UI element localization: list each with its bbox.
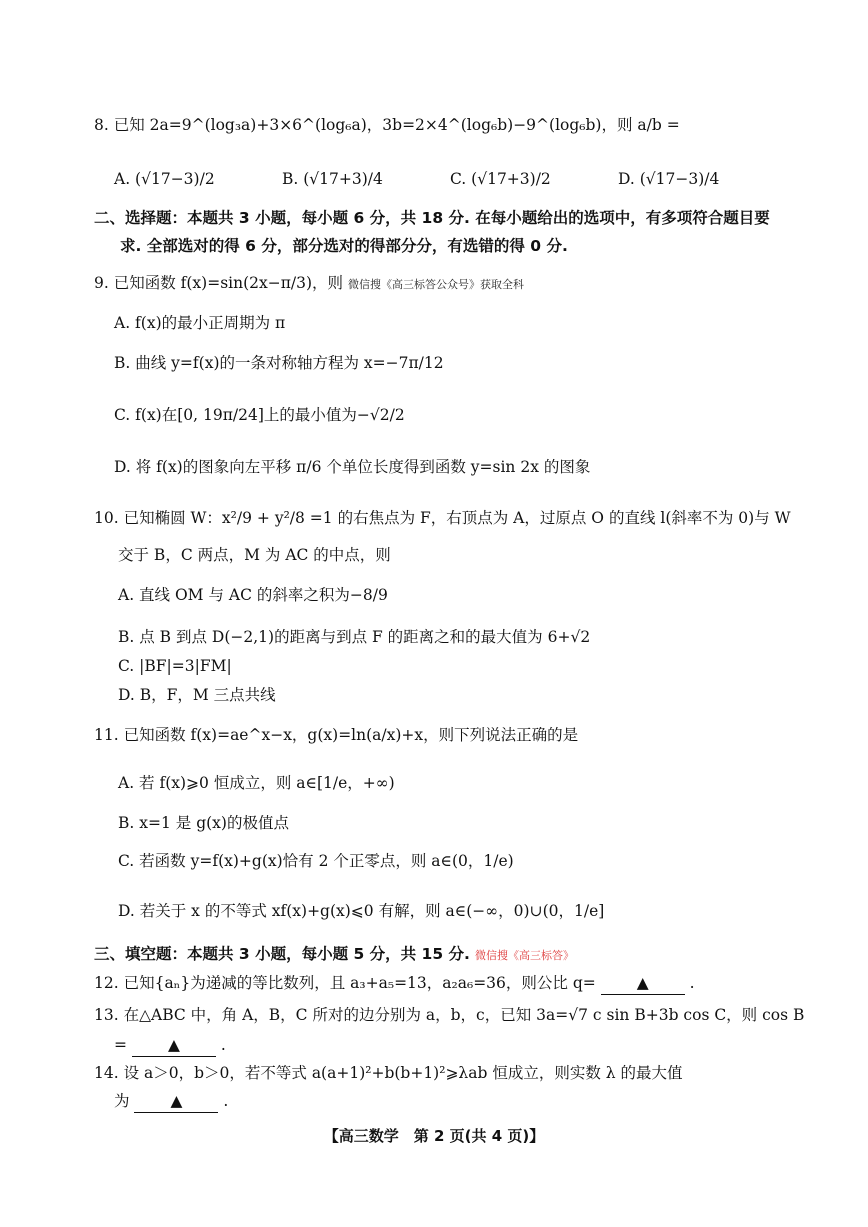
q13-line1: 13. 在△ABC 中，角 A，B，C 所对的边分别为 a，b，c，已知 3a=√7 c sin B+3b cos C，则 cos B [94,1006,805,1024]
q10-option-b: B. 点 B 到点 D(−2,1)的距离与到点 F 的距离之和的最大值为 6+√2 [118,628,591,646]
q10-option-a: A. 直线 OM 与 AC 的斜率之积为−8/9 [118,586,388,604]
q8-stem: 8. 已知 2a=9^(log₃a)+3×6^(log₆a)，3b=2×4^(log₆b)−9^(log₆b)，则 a/b = [94,116,680,134]
q12-text: 12. 已知{aₙ}为递减的等比数列，且 a₃+a₅=13，a₂a₆=36，则公比 q= [94,974,596,992]
triangle-icon: ▲ [170,1092,183,1110]
section3-title: 三、填空题：本题共 3 小题，每小题 5 分，共 15 分. [94,945,470,963]
q14-tail: . [223,1092,229,1110]
q12 [94,972,695,995]
q13-line2 [114,1034,226,1057]
q8-option-d: D. (√17−3)/4 [618,170,720,188]
section2-line1: 二、选择题：本题共 3 小题，每小题 6 分，共 18 分. 在每小题给出的选项中，有多项符合题目要 [94,209,770,227]
q9-option-b: B. 曲线 y=f(x)的一条对称轴方程为 x=−7π/12 [114,354,444,372]
q9-stem-text: 9. 已知函数 f(x)=sin(2x−π/3)，则 [94,274,344,292]
q9-stem [94,272,524,296]
q14-wei: 为 [114,1092,130,1110]
triangle-icon: ▲ [636,974,649,992]
q9-option-a: A. f(x)的最小正周期为 π [114,314,286,332]
section3-header [94,940,574,968]
q10-option-c: C. |BF|=3|FM| [118,657,232,675]
q12-answer-blank[interactable] [601,972,685,995]
q9-note: 微信搜《高三标答公众号》获取全科 [348,278,524,291]
q10-line2: 交于 B，C 两点，M 为 AC 的中点，则 [118,546,391,564]
page-footer: 【高三数学 第 2 页(共 4 页)】 [323,1127,545,1145]
q14-line2 [114,1090,228,1113]
q10-option-d: D. B，F，M 三点共线 [118,686,276,704]
q13-equals: = [114,1036,127,1054]
q11-option-c: C. 若函数 y=f(x)+g(x)恰有 2 个正零点，则 a∈(0，1/e) [118,852,514,870]
q9-option-c: C. f(x)在[0, 19π/24]上的最小值为−√2/2 [114,406,405,424]
q13-tail: . [220,1036,226,1054]
q11-option-b: B. x=1 是 g(x)的极值点 [118,814,289,832]
q13-answer-blank[interactable] [132,1034,216,1057]
q9-option-d: D. 将 f(x)的图象向左平移 π/6 个单位长度得到函数 y=sin 2x 的图象 [114,458,591,476]
q10-line1: 10. 已知椭圆 W：x²/9 + y²/8 =1 的右焦点为 F，右顶点为 A，过原点 O 的直线 l(斜率不为 0)与 W [94,509,791,527]
section3-watermark: 微信搜《高三标答》 [475,949,575,962]
q11-stem: 11. 已知函数 f(x)=ae^x−x，g(x)=ln(a/x)+x，则下列说法正确的是 [94,726,579,744]
q8-option-b: B. (√17+3)/4 [282,170,383,188]
q14-answer-blank[interactable] [134,1090,218,1113]
q8-option-c: C. (√17+3)/2 [450,170,551,188]
triangle-icon: ▲ [167,1036,180,1054]
q11-option-a: A. 若 f(x)⩾0 恒成立，则 a∈[1/e，+∞) [118,774,395,792]
q8-option-a: A. (√17−3)/2 [114,170,215,188]
q14-line1: 14. 设 a＞0，b＞0，若不等式 a(a+1)²+b(b+1)²⩾λab 恒成立，则实数 λ 的最大值 [94,1064,683,1082]
section2-line2: 求. 全部选对的得 6 分，部分选对的得部分分，有选错的得 0 分. [120,237,568,255]
q11-option-d: D. 若关于 x 的不等式 xf(x)+g(x)⩽0 有解，则 a∈(−∞，0)∪(0，1/e] [118,902,605,920]
q12-tail: . [689,974,695,992]
